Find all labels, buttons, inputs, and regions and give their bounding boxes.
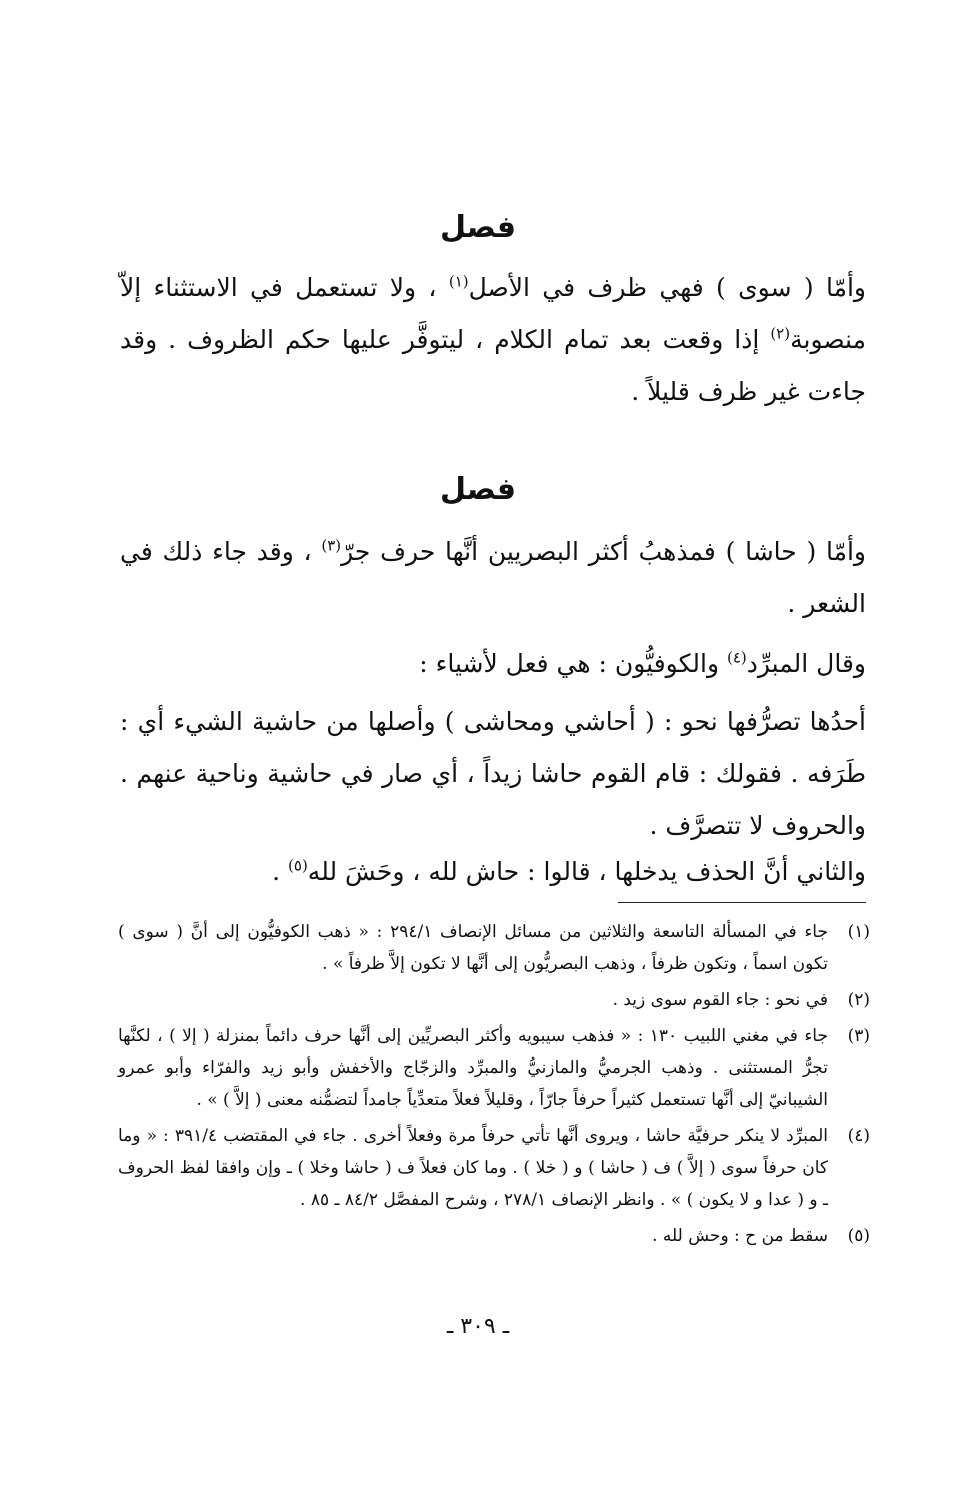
footnote-ref-1: (١) xyxy=(448,272,469,291)
footnote-ref-5: (٥) xyxy=(288,856,308,875)
paragraph-text: وقال المبرِّد xyxy=(746,649,866,678)
footnote-number: (٥) xyxy=(847,1226,870,1246)
footnote-text: في نحو : جاء القوم سوى زيد . xyxy=(612,990,828,1010)
paragraph-text: ، ولا تستعمل في الاستثناء إلاّ منصوبة xyxy=(120,273,866,354)
paragraph-text: والثاني أنَّ الحذف يدخلها ، قالوا : حاش لله ، وحَشَ لله xyxy=(307,857,866,886)
paragraph-hasha xyxy=(120,526,866,630)
footnote-item xyxy=(118,984,870,1016)
footnote-number: (١) xyxy=(847,922,870,942)
footnote-item xyxy=(118,1120,870,1216)
paragraph-mubarrad xyxy=(120,638,866,690)
footnote-separator xyxy=(618,902,866,903)
footnote-number: (٣) xyxy=(847,1026,870,1046)
footnote-ref-2: (٢) xyxy=(770,324,791,343)
paragraph-text: . xyxy=(272,857,289,886)
page-number: ـ ٣٠٩ ـ xyxy=(446,1314,510,1339)
paragraph-text: أحدُها تصرُّفها نحو : ( أحاشي ومحاشى ) وأصلها من حاشية الشيء أي : طَرَفه . فقولك : قام القوم حاشا زيداً ، أي صار في حاشية وناحية عنهم . والحروف لا تتصرَّف . xyxy=(120,707,866,840)
footnote-item xyxy=(118,1220,870,1252)
paragraph-text: والكوفيُّون : هي فعل لأشياء : xyxy=(419,649,727,678)
paragraph-second-reason xyxy=(120,846,866,898)
footnotes xyxy=(118,916,870,1256)
footnote-text: المبرِّد لا ينكر حرفيَّة حاشا ، ويروى أنَّها تأتي حرفاً مرة وفعلاً أخرى . جاء في المقتضب ٣٩١/٤ : « وما كان حرفاً سوى ( إلاَّ ) ف ( حاشا ) و ( خلا ) . وما كان فعلاً ف ( حاشا وخلا ) ـ وإن وافقا لفظ الحروف ـ و ( عدا و لا يكون ) » . وانظر الإنصاف ٢٧٨/١ ، وشرح المفصَّل ٨٤/٢ ـ ٨٥ . xyxy=(118,1126,828,1210)
footnote-item xyxy=(118,916,870,980)
footnote-ref-3: (٣) xyxy=(321,536,342,555)
footnote-text: سقط من ح : وحش لله . xyxy=(652,1226,828,1246)
footnote-number: (٤) xyxy=(847,1126,870,1146)
section-heading-1: فصل xyxy=(440,210,516,245)
footnote-text: جاء في مغني اللبيب ١٣٠ : « فذهب سيبويه وأكثر البصريِّين إلى أنَّها حرف دائماً بمنزلة ( إلا ) ، لكنَّها تجرُّ المستثنى . وذهب الجرميُّ والمازنيُّ والمبرِّد والزجّاج والأخفش وأبو زيد والفرّاء وأبو عمرو الشيبانيّ إلى أنَّها تستعمل كثيراً حرفاً جارّاً ، وقليلاً فعلاً متعدِّياً جامداً لتضمُّنه معنى ( إلاَّ ) » . xyxy=(118,1026,828,1110)
paragraph-text: وأمّا ( سوى ) فهي ظرف في الأصل xyxy=(468,273,866,302)
paragraph-first-reason xyxy=(120,696,866,852)
paragraph-text: ، وقد جاء ذلك في الشعر . xyxy=(120,537,866,618)
footnote-item xyxy=(118,1020,870,1116)
paragraph-text: وأمّا ( حاشا ) فمذهبُ أكثر البصريين أنَّها حرف جرّ xyxy=(341,537,866,566)
footnote-number: (٢) xyxy=(847,990,870,1010)
footnote-text: جاء في المسألة التاسعة والثلاثين من مسائل الإنصاف ٢٩٤/١ : « ذهب الكوفيُّون إلى أنَّ ( سوى ) تكون اسماً ، وتكون ظرفاً ، وذهب البصريُّون إلى أنَّها لا تكون إلاَّ ظرفاً » . xyxy=(118,922,828,974)
paragraph-siwa xyxy=(120,262,866,418)
paragraph-text: إذا وقعت بعد تمام الكلام ، ليتوفَّر عليها حكم الظروف . وقد جاءت غير ظرف قليلاً . xyxy=(120,325,866,406)
section-heading-2: فصل xyxy=(440,472,516,507)
footnote-ref-4: (٤) xyxy=(726,648,747,667)
